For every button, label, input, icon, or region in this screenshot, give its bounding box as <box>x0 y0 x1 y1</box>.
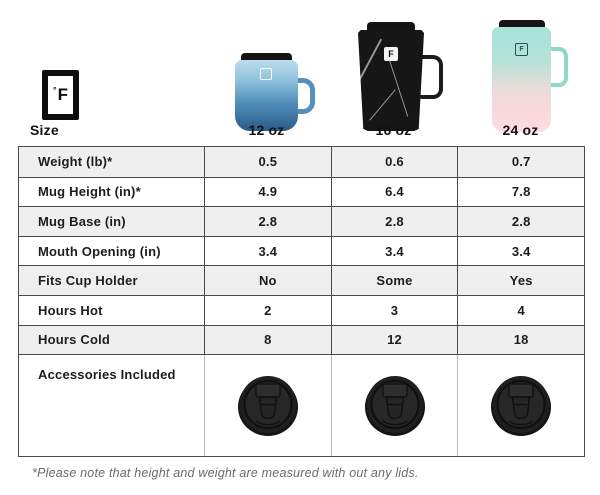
spec-value: 2.8 <box>457 207 584 236</box>
spec-value: No <box>204 266 331 295</box>
spec-value: 3.4 <box>204 237 331 266</box>
spec-value: 2.8 <box>204 207 331 236</box>
row-label: Mug Base (in) <box>38 213 126 229</box>
mug-logo-badge: F <box>384 47 398 61</box>
spec-value: 4 <box>457 296 584 325</box>
accessory-lid-cell <box>204 355 331 456</box>
spec-value: 3.4 <box>331 237 458 266</box>
mug-lid-icon <box>489 373 553 439</box>
degree-symbol: ° <box>53 85 57 95</box>
table-row <box>19 236 584 266</box>
spec-value: Some <box>331 266 458 295</box>
row-label: Weight (lb)* <box>38 154 113 170</box>
mug-logo-badge: F <box>515 43 528 56</box>
accessory-lid-cell <box>331 355 458 456</box>
mug-handle <box>419 55 443 99</box>
spec-value: 0.5 <box>204 147 331 177</box>
spec-value: 0.7 <box>457 147 584 177</box>
row-label: Mouth Opening (in) <box>38 243 161 259</box>
table-row <box>19 177 584 207</box>
product-image-12oz-mug <box>235 53 317 132</box>
product-image-24oz-mug <box>492 20 576 132</box>
row-label: Fits Cup Holder <box>38 273 138 289</box>
spec-value: 3 <box>331 296 458 325</box>
marble-vein <box>358 39 382 86</box>
row-label: Mug Height (in)* <box>38 184 141 200</box>
spec-value: Yes <box>457 266 584 295</box>
footnote: *Please note that height and weight are measured with out any lids. <box>32 466 419 480</box>
row-label: Accessories Included <box>38 367 176 383</box>
row-label: Hours Cold <box>38 332 111 348</box>
spec-value: 6.4 <box>331 178 458 207</box>
mug-lid-icon <box>363 373 427 439</box>
marble-vein <box>369 89 395 120</box>
spec-value: 18 <box>457 326 584 355</box>
spec-table <box>18 146 585 457</box>
spec-value: 0.6 <box>331 147 458 177</box>
table-row <box>19 206 584 236</box>
table-row <box>19 295 584 325</box>
size-row-label: Size <box>30 122 59 138</box>
row-label: Hours Hot <box>38 302 103 318</box>
product-image-16oz-mug <box>358 22 448 132</box>
table-row <box>19 147 584 177</box>
table-row <box>19 354 584 456</box>
mug-body <box>358 30 424 131</box>
spec-value: 12 <box>331 326 458 355</box>
brand-logo <box>42 70 79 120</box>
spec-value: 3.4 <box>457 237 584 266</box>
column-header-12oz: 12 oz <box>248 122 285 138</box>
mug-logo-badge <box>260 68 272 80</box>
logo-letter: F <box>57 85 68 104</box>
table-row <box>19 265 584 295</box>
mug-lid-icon <box>236 373 300 439</box>
column-header-24oz: 24 oz <box>502 122 539 138</box>
accessory-lid-cell <box>457 355 584 456</box>
marble-vein <box>389 59 408 116</box>
column-header-16oz: 16 oz <box>375 122 412 138</box>
spec-value: 7.8 <box>457 178 584 207</box>
table-row <box>19 325 584 355</box>
spec-value: 2 <box>204 296 331 325</box>
spec-value: 4.9 <box>204 178 331 207</box>
spec-value: 8 <box>204 326 331 355</box>
spec-value: 2.8 <box>331 207 458 236</box>
